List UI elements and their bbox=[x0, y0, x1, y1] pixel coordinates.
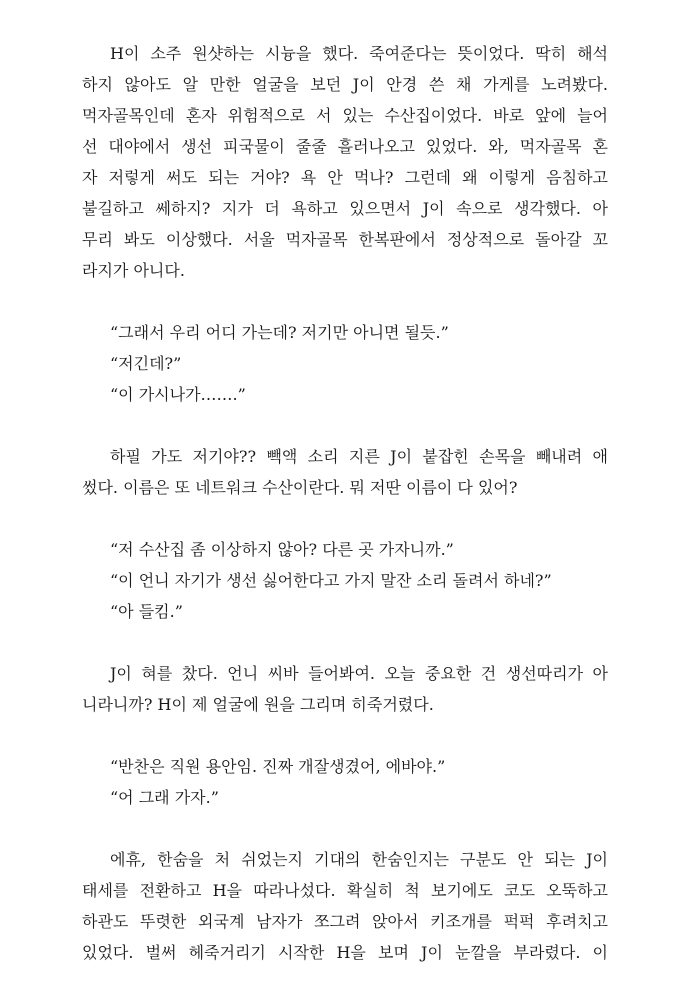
text-line: 니라니까? H이 제 얼굴에 원을 그리며 히죽거렸다. bbox=[82, 695, 434, 714]
text-line: 선 대야에서 생선 피국물이 줄줄 흘러나오고 있었다. 와, 먹자골목 혼 bbox=[82, 137, 608, 156]
text-line: 무리 봐도 이상했다. 서울 먹자골목 한복판에서 정상적으로 돌아갈 꼬 bbox=[82, 230, 608, 249]
text-line: 썼다. 이름은 또 네트워크 수산이란다. 뭐 저딴 이름이 다 있어? bbox=[82, 478, 518, 497]
dialog-line: “그래서 우리 어디 가는데? 저기만 아니면 될듯.” bbox=[110, 323, 449, 342]
paragraph-2 bbox=[0, 441, 700, 503]
text-line: 불길하고 쎄하지? 지가 더 욕하고 있으면서 J이 속으로 생각했다. 아 bbox=[82, 199, 608, 218]
text-line: 하관도 뚜렷한 외국계 남자가 쪼그려 앉아서 키조개를 퍽퍽 후려치고 bbox=[82, 912, 608, 931]
dialog-line: “이 언니 자기가 생선 싫어한다고 가지 말잔 소리 돌려서 하네?” bbox=[110, 571, 552, 590]
dialog-line: “반찬은 직원 용안임. 진짜 개잘생겼어, 에바야.” bbox=[110, 757, 446, 776]
dialog-line: “어 그래 가자.” bbox=[110, 788, 219, 807]
paragraph-1 bbox=[0, 38, 700, 286]
dialog-block-2 bbox=[0, 534, 700, 627]
text-line: 먹자골목인데 혼자 위험적으로 서 있는 수산집이었다. 바로 앞에 늘어 bbox=[82, 106, 608, 125]
paragraph-3 bbox=[0, 658, 700, 720]
dialog-line: “저 수산집 좀 이상하지 않아? 다른 곳 가자니까.” bbox=[110, 540, 454, 559]
text-line: 라지가 아니다. bbox=[82, 261, 185, 280]
text-line: 태세를 전환하고 H을 따라나섰다. 확실히 척 보기에도 코도 오뚝하고 bbox=[82, 881, 608, 900]
dialog-line: “아 들킴.” bbox=[110, 602, 183, 621]
dialog-block-1 bbox=[0, 317, 700, 410]
text-line: 에휴, 한숨을 처 쉬었는지 기대의 한숨인지는 구분도 안 되는 J이 bbox=[110, 850, 608, 869]
dialog-block-3 bbox=[0, 751, 700, 813]
paragraph-4 bbox=[0, 844, 700, 968]
text-line: 하필 가도 저기야?? 빽액 소리 지른 J이 붙잡힌 손목을 빼내려 애 bbox=[110, 447, 608, 466]
text-line: H이 소주 원샷하는 시늉을 했다. 죽여준다는 뜻이었다. 딱히 해석 bbox=[110, 44, 608, 63]
text-line: 있었다. 벌써 헤죽거리기 시작한 H을 보며 J이 눈깔을 부라렸다. 이 bbox=[82, 943, 608, 962]
dialog-line: “저긴데?” bbox=[110, 354, 182, 373]
text-line: 자 저렇게 써도 되는 거야? 욕 안 먹나? 그런데 왜 이렇게 음침하고 bbox=[82, 168, 608, 187]
text-line: J이 혀를 찼다. 언니 씨바 들어봐여. 오늘 중요한 건 생선따리가 아 bbox=[110, 664, 608, 683]
dialog-line: “이 가시나가…….” bbox=[110, 385, 246, 404]
text-line: 하지 않아도 알 만한 얼굴을 보던 J이 안경 쓴 채 가게를 노려봤다. bbox=[82, 75, 608, 94]
